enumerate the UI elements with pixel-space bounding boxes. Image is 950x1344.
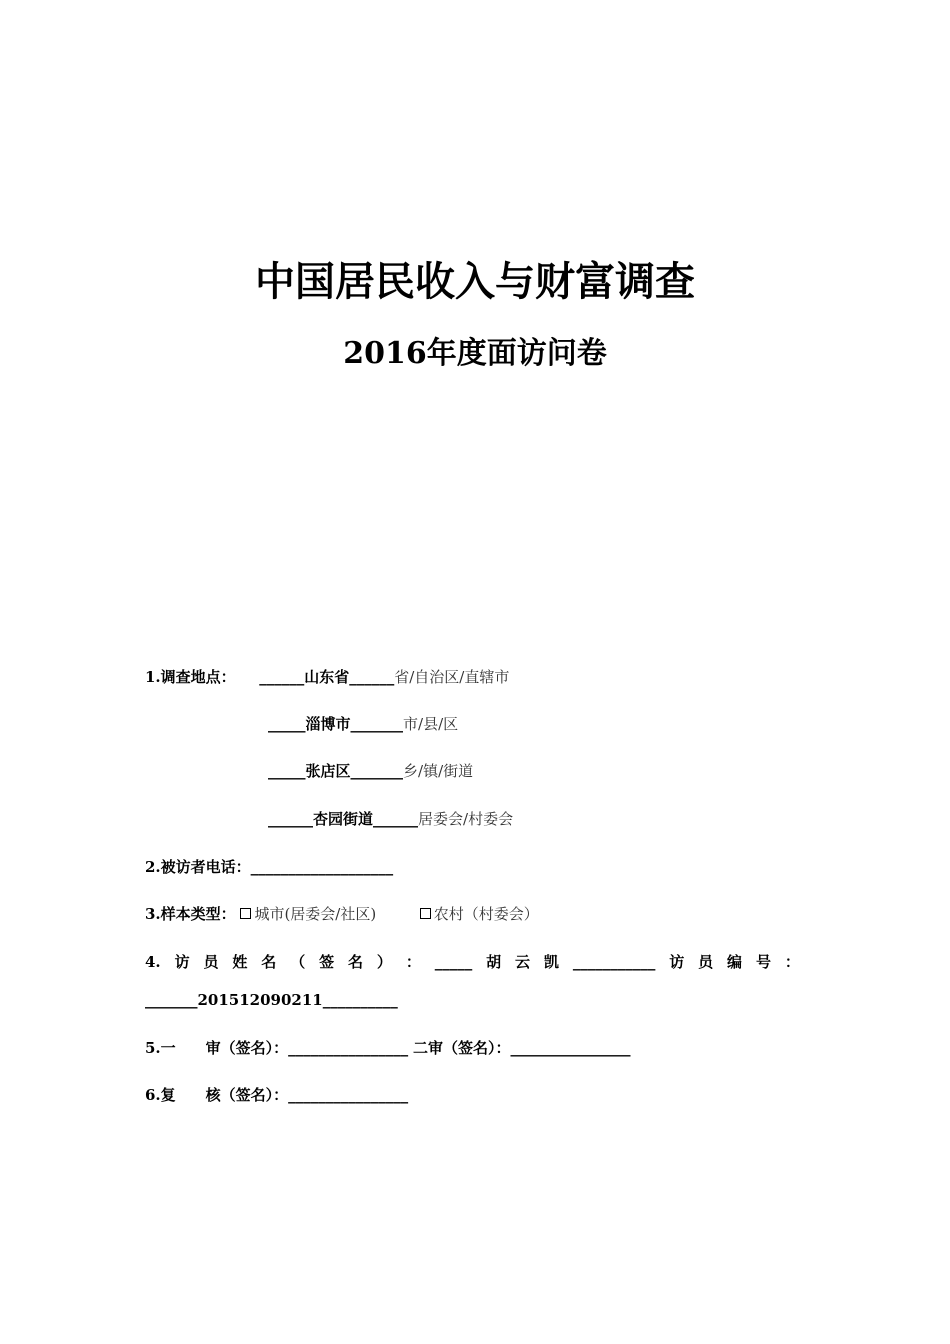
checkbox-icon[interactable] — [240, 908, 251, 919]
q2-row — [145, 857, 393, 877]
q3-row — [145, 904, 539, 924]
q1-street-row — [268, 809, 513, 829]
first-review-signature-field[interactable]: ________________ — [288, 1039, 409, 1057]
q4-char: 4. — [145, 953, 161, 971]
q4-char: （ — [290, 953, 306, 971]
q5-label: 5.一 审（签名）： — [145, 1039, 289, 1057]
q4-char: ） — [376, 953, 392, 971]
questionnaire-title: 中国居民收入与财富调查 — [255, 259, 695, 305]
q1-label: 1.调查地点： — [145, 668, 236, 686]
q4-char: ： — [405, 953, 421, 971]
q1-province-value[interactable]: 山东省 — [304, 668, 350, 686]
recheck-signature-field[interactable]: ________________ — [288, 1086, 409, 1104]
q4-char: 号 — [755, 953, 771, 971]
q6-row — [145, 1085, 408, 1105]
q1-district-row — [268, 761, 473, 781]
checkbox-icon[interactable] — [420, 908, 431, 919]
q5-label2: 二审（签名）： — [412, 1039, 511, 1057]
q4-char: 编 — [727, 953, 743, 971]
q1-street-value[interactable]: 杏园街道 — [313, 810, 374, 828]
q1-district-blank-pre: _____ — [268, 762, 306, 780]
interviewer-name-blank-post: ___________ — [572, 953, 656, 971]
interviewer-name-char[interactable]: 凯 — [543, 953, 559, 971]
q1-city-blank-pre: _____ — [268, 715, 306, 733]
q1-city-blank-post: _______ — [350, 715, 404, 733]
q1-street-unit: 居委会/村委会 — [418, 810, 514, 828]
q4-char: 员 — [203, 953, 219, 971]
sample-type-urban-label: 城市(居委会/社区) — [254, 905, 377, 923]
interviewer-name-char[interactable]: 胡 — [486, 953, 502, 971]
interviewer-name-blank-pre: _____ — [434, 953, 473, 971]
phone-field[interactable]: ___________________ — [250, 858, 394, 876]
q4-char: ： — [784, 953, 800, 971]
q1-street-blank-pre: ______ — [268, 810, 313, 828]
q4-char: 访 — [669, 953, 685, 971]
q4-char: 名 — [261, 953, 277, 971]
sample-type-rural-label: 农村（村委会） — [433, 905, 539, 923]
q4-char: 名 — [348, 953, 364, 971]
q1-street-blank-post: ______ — [373, 810, 419, 828]
q4-char: 访 — [174, 953, 190, 971]
interviewer-code-row — [145, 990, 398, 1010]
q1-city-value[interactable]: 淄博市 — [305, 715, 351, 733]
questionnaire-subtitle: 2016年度面访问卷 — [343, 336, 607, 371]
interviewer-code-field[interactable]: _______201512090211__________ — [145, 991, 398, 1009]
q1-province-unit: 省/自治区/直辖市 — [394, 668, 510, 686]
q1-district-unit: 乡/镇/街道 — [403, 762, 474, 780]
q1-province-blank-post: ______ — [349, 668, 395, 686]
q5-row — [145, 1038, 630, 1058]
q4-char: 姓 — [232, 953, 248, 971]
q3-label: 3.样本类型： — [145, 905, 236, 923]
sample-type-urban-option[interactable] — [240, 905, 376, 923]
q1-district-blank-post: _______ — [350, 762, 404, 780]
q6-label: 6.复 核（签名）： — [145, 1086, 289, 1104]
q4-row — [145, 952, 800, 972]
q1-district-value[interactable]: 张店区 — [305, 762, 351, 780]
interviewer-name-char[interactable]: 云 — [515, 953, 531, 971]
q1-province-blank-pre: ______ — [259, 668, 305, 686]
q4-char: 员 — [698, 953, 714, 971]
second-review-signature-field[interactable]: ________________ — [510, 1039, 631, 1057]
sample-type-rural-option[interactable] — [420, 905, 539, 923]
q1-province-row — [145, 667, 509, 687]
q1-city-row — [268, 714, 458, 734]
q4-char: 签 — [319, 953, 335, 971]
q2-label: 2.被访者电话： — [145, 858, 251, 876]
q1-city-unit: 市/县/区 — [403, 715, 459, 733]
